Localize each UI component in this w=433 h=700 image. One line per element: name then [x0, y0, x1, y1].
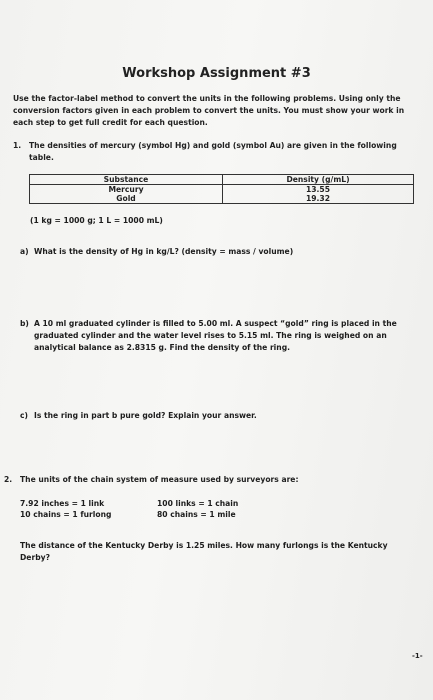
conversion-links-chain: 100 links = 1 chain: [157, 499, 239, 508]
question-1a-label: a): [20, 247, 29, 256]
table-cell-density: 19.32: [223, 194, 414, 204]
question-1b-text: A 10 ml graduated cylinder is filled to 5.00 ml. A suspect “gold” ring is placed in the graduated cylinder and the water level rises to 5.15 ml. The ring is weighed on an analytical balance as 2.8315 g. Find the density of the ring.: [34, 319, 397, 352]
question-1-number: 1.: [13, 141, 22, 150]
conversion-inches-link: 7.92 inches = 1 link: [20, 499, 105, 508]
table-header-substance: Substance: [30, 175, 223, 185]
question-2-text: The units of the chain system of measure used by surveyors are:: [20, 475, 299, 484]
question-1a-text: What is the density of Hg in kg/L? (density = mass / volume): [34, 247, 294, 256]
table-cell-substance: Gold: [30, 194, 223, 204]
table-cell-substance: Mercury: [30, 185, 223, 195]
page-title: Workshop Assignment #3: [122, 66, 311, 81]
question-1c-text: Is the ring in part b pure gold? Explain your answer.: [34, 411, 257, 420]
question-2-derby-text: The distance of the Kentucky Derby is 1.25 miles. How many furlongs is the Kentucky Derby?: [20, 541, 388, 562]
table-header-density: Density (g/mL): [223, 175, 414, 185]
table-cell-density: 13.55: [223, 185, 414, 195]
table-row: [30, 194, 414, 204]
conversion-note: (1 kg = 1000 g; 1 L = 1000 mL): [30, 216, 163, 225]
question-2-number: 2.: [4, 475, 13, 484]
table-row: [30, 185, 414, 195]
table-header-row: [30, 175, 414, 185]
density-table: [29, 174, 414, 204]
question-1b-label: b): [20, 319, 29, 328]
page-number: -1-: [412, 652, 423, 660]
question-1c-label: c): [20, 411, 28, 420]
conversion-chains-furlong: 10 chains = 1 furlong: [20, 510, 112, 519]
conversion-chains-mile: 80 chains = 1 mile: [157, 510, 236, 519]
instructions: Use the factor-label method to convert the units in the following problems. Using only the conversion factors given in each problem to convert the units. You must show your work in each step to get full credit for each question.: [13, 94, 405, 127]
question-1-text: The densities of mercury (symbol Hg) and gold (symbol Au) are given in the following table.: [29, 141, 397, 162]
